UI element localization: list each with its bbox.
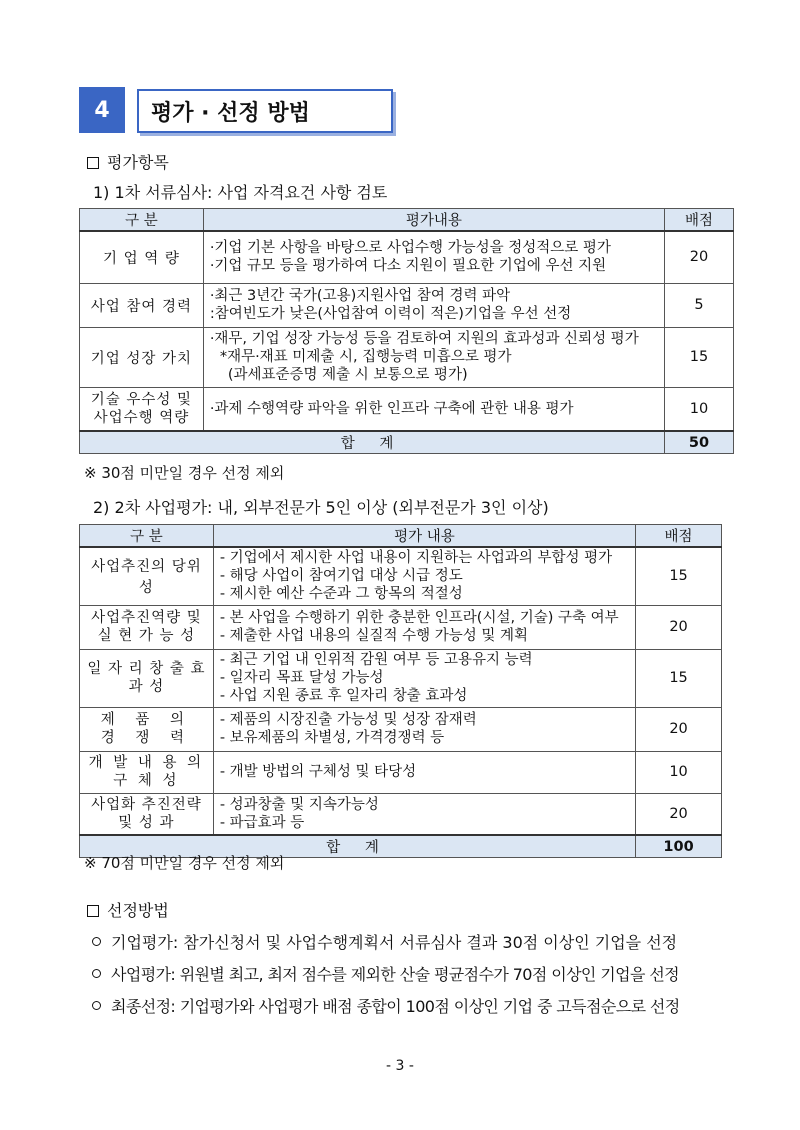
total-label: 합 계 xyxy=(80,431,665,454)
header-content: 평가내용 xyxy=(203,209,664,232)
row-category: 사업추진역량 및 실 현 가 능 성 xyxy=(80,605,214,649)
content-line: - 본 사업을 수행하기 위한 충분한 인프라(시설, 기술) 구축 여부 xyxy=(219,610,619,626)
row-content xyxy=(203,231,664,283)
eval-items-heading xyxy=(87,150,169,173)
content-line: :참여빈도가 낮은(사업참여 이력이 적은)기업을 우선 선정 xyxy=(209,306,572,322)
content-line: - 제출한 사업 내용의 실질적 수행 가능성 및 계획 xyxy=(219,628,529,644)
content-line: - 개발 방법의 구체성 및 타당성 xyxy=(219,764,417,780)
table-header-row xyxy=(80,525,722,548)
content-line: - 해당 사업이 참여기업 대상 시급 정도 xyxy=(219,568,463,585)
content-line: - 제품의 시장진출 가능성 및 성장 잠재력 xyxy=(219,712,477,728)
content-line: - 성과창출 및 지속가능성 xyxy=(219,796,379,813)
content-line: - 보유제품의 차별성, 가격경쟁력 등 xyxy=(219,730,445,746)
content-line: *재무·재표 미제출 시, 집행능력 미흡으로 평가 xyxy=(219,349,512,365)
content-line: (과세표준증명 제출 시 보통으로 평가) xyxy=(227,367,468,383)
table-row xyxy=(80,649,722,707)
row-score: 10 xyxy=(665,387,734,431)
table-row xyxy=(80,707,722,751)
row-content xyxy=(203,387,664,431)
total-label: 합 계 xyxy=(80,835,636,858)
table-row xyxy=(80,283,734,327)
content-line: ·기업 기본 사항을 바탕으로 사업수행 가능성을 정성적으로 평가 xyxy=(209,240,611,257)
row-content xyxy=(213,605,635,649)
table-row xyxy=(80,327,734,387)
selection-item xyxy=(92,994,680,1017)
row-content xyxy=(213,793,635,835)
selection-item-text: 기업평가: 참가신청서 및 사업수행계획서 서류심사 결과 30점 이상인 기업을 선정 xyxy=(111,933,678,952)
checkbox-square-icon xyxy=(87,157,99,169)
table-row xyxy=(80,793,722,835)
row-content xyxy=(213,707,635,751)
row-category: 사업추진의 당위성 xyxy=(80,547,214,605)
circle-bullet-icon xyxy=(92,1001,101,1010)
row-content xyxy=(213,751,635,793)
total-score: 100 xyxy=(636,835,722,858)
selection-item xyxy=(92,962,679,985)
total-score: 50 xyxy=(665,431,734,454)
row-category: 기 업 역 량 xyxy=(80,231,204,283)
stage2-note: ※ 70점 미만일 경우 선정 제외 xyxy=(84,854,285,872)
table-row xyxy=(80,387,734,431)
content-line: ·과제 수행역량 파악을 위한 인프라 구축에 관한 내용 평가 xyxy=(209,400,574,417)
row-score: 15 xyxy=(665,327,734,387)
stage2-heading: 2) 2차 사업평가: 내, 외부전문가 5인 이상 (외부전문가 3인 이상) xyxy=(93,498,549,517)
table-row xyxy=(80,547,722,605)
header-category: 구 분 xyxy=(80,525,214,548)
content-line: - 파급효과 등 xyxy=(219,814,305,831)
row-content xyxy=(203,327,664,387)
eval-items-heading-text: 평가항목 xyxy=(107,153,169,172)
header-category: 구 분 xyxy=(80,209,204,232)
selection-heading-text: 선정방법 xyxy=(107,901,169,920)
selection-item-text: 최종선정: 기업평가와 사업평가 배점 종합이 100점 이상인 기업 중 고득점순으로 선정 xyxy=(111,997,680,1016)
content-line: ·기업 규모 등을 평가하여 다소 지원이 필요한 기업에 우선 지원 xyxy=(209,258,607,275)
selection-item xyxy=(92,930,677,953)
stage1-note: ※ 30점 미만일 경우 선정 제외 xyxy=(84,464,285,482)
row-category: 기업 성장 가치 xyxy=(80,327,204,387)
row-content xyxy=(213,547,635,605)
row-score: 15 xyxy=(636,547,722,605)
header-content: 평가 내용 xyxy=(213,525,635,548)
header-score: 배점 xyxy=(636,525,722,548)
row-category: 사업화 추진전략 및 성 과 xyxy=(80,793,214,835)
row-category: 제 품 의 경 쟁 력 xyxy=(80,707,214,751)
row-content xyxy=(203,283,664,327)
row-score: 5 xyxy=(665,283,734,327)
selection-item-text: 사업평가: 위원별 최고, 최저 점수를 제외한 산술 평균점수가 70점 이상인 기업을 선정 xyxy=(111,965,680,984)
content-line: - 사업 지원 종료 후 일자리 창출 효과성 xyxy=(219,688,468,704)
checkbox-square-icon xyxy=(87,905,99,917)
selection-heading xyxy=(87,898,169,921)
content-line: - 기업에서 제시한 사업 내용이 지원하는 사업과의 부합성 평가 xyxy=(219,550,613,567)
section-title: 평가 · 선정 방법 xyxy=(137,89,393,133)
table-header-row xyxy=(80,209,734,232)
row-score: 20 xyxy=(636,707,722,751)
row-score: 20 xyxy=(636,605,722,649)
row-score: 10 xyxy=(636,751,722,793)
content-line: - 최근 기업 내 인위적 감원 여부 등 고용유지 능력 xyxy=(219,652,533,668)
stage1-heading: 1) 1차 서류심사: 사업 자격요건 사항 검토 xyxy=(93,183,388,202)
circle-bullet-icon xyxy=(92,969,101,978)
page-number: - 3 - xyxy=(386,1058,414,1074)
row-category: 사업 참여 경력 xyxy=(80,283,204,327)
content-line: - 제시한 예산 수준과 그 항목의 적절성 xyxy=(219,586,463,603)
table-row xyxy=(80,605,722,649)
header-score: 배점 xyxy=(665,209,734,232)
circle-bullet-icon xyxy=(92,937,101,946)
table-row xyxy=(80,231,734,283)
row-score: 15 xyxy=(636,649,722,707)
row-score: 20 xyxy=(636,793,722,835)
row-score: 20 xyxy=(665,231,734,283)
stage1-table xyxy=(79,208,734,454)
section-number: 4 xyxy=(79,87,125,133)
content-line: - 일자리 목표 달성 가능성 xyxy=(219,670,384,686)
total-row xyxy=(80,431,734,454)
content-line: ·최근 3년간 국가(고용)지원사업 참여 경력 파악 xyxy=(209,288,511,304)
row-category: 개 발 내 용 의 구 체 성 xyxy=(80,751,214,793)
table-row xyxy=(80,751,722,793)
row-category: 일 자 리 창 출 효 과 성 xyxy=(80,649,214,707)
stage2-table xyxy=(79,524,722,858)
row-content xyxy=(213,649,635,707)
row-category: 기술 우수성 및 사업수행 역량 xyxy=(80,387,204,431)
content-line: ·재무, 기업 성장 가능성 등을 검토하여 지원의 효과성과 신뢰성 평가 xyxy=(209,331,639,347)
